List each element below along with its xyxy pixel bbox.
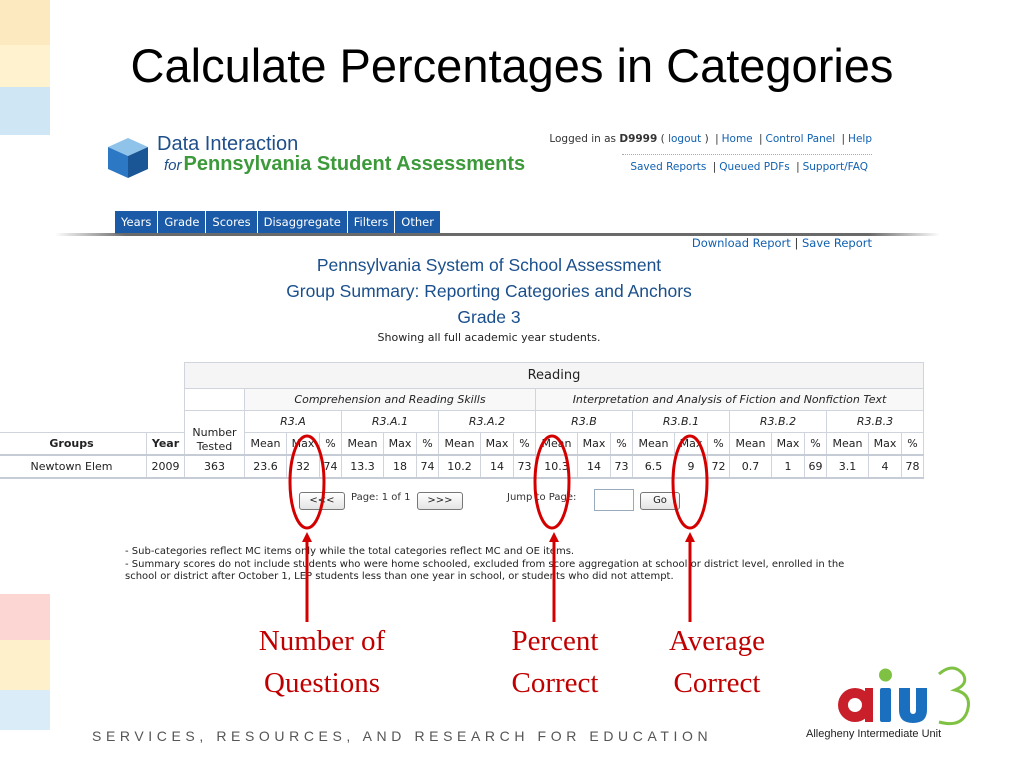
percent-value: 72 xyxy=(708,455,730,478)
account-links: Logged in as D9999 ( logout ) | Home | Control Panel | Help xyxy=(549,133,872,145)
download-report-link[interactable]: Download Report xyxy=(691,236,791,250)
group-name[interactable]: Newtown Elem xyxy=(0,455,147,478)
tab-filters[interactable]: Filters xyxy=(348,211,395,234)
mean-header: Mean xyxy=(245,433,287,456)
mean-header: Mean xyxy=(827,433,869,456)
max-header: Max xyxy=(772,433,805,456)
number-tested-value: 363 xyxy=(185,455,245,478)
percent-column-callout xyxy=(535,436,569,622)
mean-header: Mean xyxy=(730,433,772,456)
app-logo-title: Data Interaction xyxy=(157,133,299,155)
logo-for: for xyxy=(164,157,182,174)
average-correct-label: Average Correct xyxy=(668,625,766,699)
percent-header: % xyxy=(611,433,633,456)
save-report-link[interactable]: Save Report xyxy=(801,236,872,250)
percent-value: 74 xyxy=(320,455,342,478)
max-header: Max xyxy=(384,433,417,456)
tab-scores[interactable]: Scores xyxy=(206,211,257,234)
category-header: Comprehension and Reading Skills xyxy=(245,389,536,411)
anchor-header: R3.A xyxy=(245,411,342,433)
max-value: 4 xyxy=(869,455,902,478)
mean-column-callout xyxy=(673,436,707,622)
report-description: Showing all full academic year students. xyxy=(377,331,601,344)
mean-header: Mean xyxy=(342,433,384,456)
anchor-header: R3.B.1 xyxy=(633,411,730,433)
go-button[interactable]: Go xyxy=(640,492,680,510)
mean-value: 23.6 xyxy=(245,455,287,478)
prev-page-button[interactable]: <<< xyxy=(299,492,345,510)
mean-header: Mean xyxy=(439,433,481,456)
percent-value: 69 xyxy=(805,455,827,478)
percent-header: % xyxy=(902,433,924,456)
mean-value: 6.5 xyxy=(633,455,675,478)
percent-value: 73 xyxy=(611,455,633,478)
footnote: - Sub-categories reflect MC items only while the total categories reflect MC and OE items. xyxy=(125,546,575,557)
percent-correct-label: Percent Correct xyxy=(511,625,599,699)
year-value[interactable]: 2009 xyxy=(147,455,185,478)
tab-grade[interactable]: Grade xyxy=(158,211,206,234)
anchor-header: R3.B.2 xyxy=(730,411,827,433)
slide-title: Calculate Percentages in Categories xyxy=(130,39,894,92)
control-panel-link[interactable]: Control Panel xyxy=(765,133,836,145)
mean-value: 0.7 xyxy=(730,455,772,478)
max-header: Max xyxy=(869,433,902,456)
help-link[interactable]: Help xyxy=(848,133,872,145)
report-subtitle: Group Summary: Reporting Categories and Anchors xyxy=(286,281,692,301)
mean-value: 10.3 xyxy=(536,455,578,478)
percent-header: % xyxy=(514,433,536,456)
percent-value: 74 xyxy=(417,455,439,478)
logout-link[interactable]: logout xyxy=(668,133,702,145)
mean-header: Mean xyxy=(633,433,675,456)
report-title: Pennsylvania System of School Assessment xyxy=(316,255,662,275)
max-header: Max xyxy=(287,433,320,456)
logged-in-label: Logged in as xyxy=(549,133,617,145)
percent-header: % xyxy=(805,433,827,456)
home-link[interactable]: Home xyxy=(721,133,753,145)
groups-header: Groups xyxy=(0,433,147,456)
mean-value: 10.2 xyxy=(439,455,481,478)
year-header: Year xyxy=(147,433,185,456)
report-actions: Download Report | Save Report xyxy=(691,236,872,250)
number-of-questions-label: Number of Questions xyxy=(258,625,386,699)
support-faq-link[interactable]: Support/FAQ xyxy=(802,161,868,173)
max-value: 14 xyxy=(578,455,611,478)
footer-tagline: SERVICES, RESOURCES, AND RESEARCH FOR EDUCATION xyxy=(92,728,713,744)
number-tested-header: Number Tested xyxy=(185,411,245,456)
max-value: 9 xyxy=(675,455,708,478)
max-value: 14 xyxy=(481,455,514,478)
mean-value: 13.3 xyxy=(342,455,384,478)
tab-years[interactable]: Years xyxy=(115,211,158,234)
percent-value: 73 xyxy=(514,455,536,478)
logo-pa: Pennsylvania Student Assessments xyxy=(183,153,526,175)
mean-header: Mean xyxy=(536,433,578,456)
mean-value: 3.1 xyxy=(827,455,869,478)
next-page-button[interactable]: >>> xyxy=(417,492,463,510)
percent-header: % xyxy=(417,433,439,456)
report-grade: Grade 3 xyxy=(457,307,521,327)
saved-reports-link[interactable]: Saved Reports xyxy=(630,161,707,173)
jump-to-page-label: Jump to Page: xyxy=(507,492,577,503)
max-header: Max xyxy=(675,433,708,456)
page-indicator: Page: 1 of 1 xyxy=(351,492,411,503)
aiu-name: Allegheny Intermediate Unit xyxy=(806,728,942,740)
max-value: 32 xyxy=(287,455,320,478)
percent-value: 78 xyxy=(902,455,924,478)
percent-header: % xyxy=(708,433,730,456)
tab-disaggregate[interactable]: Disaggregate xyxy=(258,211,348,234)
footnote: - Summary scores do not include students who were home schooled, excluded from score aggregation at school or district level, enrolled in the school or district after October 1, LEP students less than one year in school, or students who did not attempt. xyxy=(125,558,845,582)
max-header: Max xyxy=(481,433,514,456)
anchor-header: R3.B xyxy=(536,411,633,433)
max-value: 1 xyxy=(772,455,805,478)
category-header: Interpretation and Analysis of Fiction and Nonfiction Text xyxy=(536,389,924,411)
user-id: D9999 xyxy=(619,133,658,145)
anchor-header: R3.A.2 xyxy=(439,411,536,433)
tab-other[interactable]: Other xyxy=(395,211,441,234)
percent-header: % xyxy=(320,433,342,456)
report-nav-links: Saved Reports | Queued PDFs | Support/FAQ xyxy=(630,161,868,173)
anchor-header: R3.B.3 xyxy=(827,411,924,433)
subject-header: Reading xyxy=(185,363,924,389)
anchor-header: R3.A.1 xyxy=(342,411,439,433)
max-value: 18 xyxy=(384,455,417,478)
max-header: Max xyxy=(578,433,611,456)
queued-pdfs-link[interactable]: Queued PDFs xyxy=(719,161,790,173)
max-column-callout xyxy=(290,436,324,622)
